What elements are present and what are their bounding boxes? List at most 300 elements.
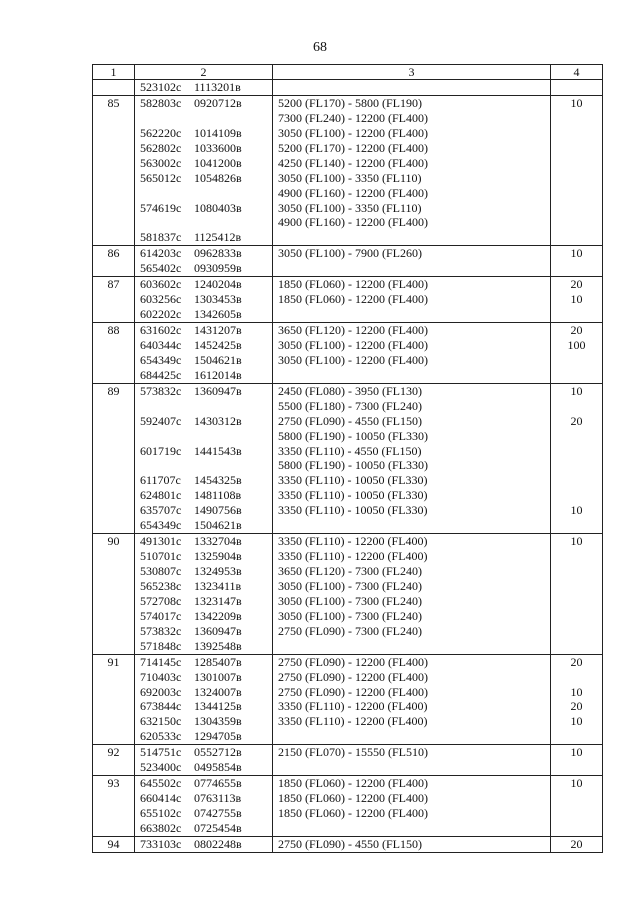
altitude-cell xyxy=(273,836,551,852)
longitude-code: 0725454в xyxy=(194,820,242,835)
latitude-code: 573832c xyxy=(140,623,182,638)
altitude-range: 3050 (FL100) - 3350 (FL110) xyxy=(278,170,422,185)
coordinate-line xyxy=(140,368,272,383)
latitude-code: 491301c xyxy=(140,534,182,549)
altitude-range: 2750 (FL090) - 12200 (FL400) xyxy=(278,669,428,684)
altitude-cell xyxy=(273,246,551,277)
coordinates-cell xyxy=(135,776,273,837)
coordinates-cell xyxy=(135,246,273,277)
altitude-range xyxy=(278,307,550,322)
altitude-range: 7300 (FL240) - 12200 (FL400) xyxy=(278,110,428,125)
coordinates-cell xyxy=(135,534,273,655)
value xyxy=(551,760,602,775)
coordinates-cell xyxy=(135,654,273,745)
table-header-row xyxy=(93,65,603,80)
value xyxy=(551,111,602,126)
row-number: 92 xyxy=(93,745,135,776)
value xyxy=(551,564,602,579)
latitude-code: 655102c xyxy=(140,806,182,820)
longitude-code: 0962833в xyxy=(194,246,242,261)
value: 20 xyxy=(570,323,583,337)
altitude-range xyxy=(278,821,550,836)
row-number: 91 xyxy=(93,654,135,745)
coordinate-line xyxy=(140,594,272,609)
value xyxy=(551,624,602,639)
longitude-code: 0802248в xyxy=(194,836,242,851)
altitude-range: 3350 (FL110) - 12200 (FL400) xyxy=(278,699,428,714)
altitude-range: 3050 (FL100) - 7300 (FL240) xyxy=(278,608,422,623)
longitude-code: 1125412в xyxy=(194,230,242,245)
value-cell xyxy=(551,776,603,837)
row-number: 94 xyxy=(93,836,135,852)
altitude-range: 3050 (FL100) - 7300 (FL240) xyxy=(278,593,422,608)
longitude-code: 1452425в xyxy=(194,337,242,352)
latitude-code: 510701c xyxy=(140,549,182,564)
table-row xyxy=(93,776,603,837)
value-cell xyxy=(551,95,603,245)
altitude-cell xyxy=(273,654,551,745)
altitude-range: 3050 (FL100) - 3350 (FL110) xyxy=(278,200,422,215)
latitude-code: 573832c xyxy=(140,383,182,398)
longitude-code: 1033600в xyxy=(194,140,242,155)
longitude-code: 1441543в xyxy=(194,443,242,458)
latitude-code: 602202c xyxy=(140,307,182,322)
altitude-range xyxy=(278,368,550,383)
value: 10 xyxy=(570,684,583,699)
latitude-code: 673844c xyxy=(140,699,182,714)
longitude-code: 1323411в xyxy=(194,578,242,593)
latitude-code: 692003c xyxy=(140,684,182,699)
coordinate-line xyxy=(140,111,272,126)
altitude-range: 1850 (FL060) - 12200 (FL400) xyxy=(278,277,428,292)
coordinate-line xyxy=(140,534,272,549)
value: 20 xyxy=(570,836,583,851)
longitude-code: 0763113в xyxy=(194,791,242,806)
coordinate-line xyxy=(140,473,272,488)
value: 20 xyxy=(570,413,583,428)
row-number: 85 xyxy=(93,95,135,245)
column-header-1: 1 xyxy=(93,65,135,80)
row-number xyxy=(93,80,135,96)
latitude-code: 565402c xyxy=(140,261,182,276)
coordinate-line xyxy=(140,655,272,670)
coordinate-line xyxy=(140,776,272,791)
longitude-code: 1342209в xyxy=(194,608,242,623)
table-row xyxy=(93,534,603,655)
page-number: 68 xyxy=(313,40,327,55)
longitude-code: 1360947в xyxy=(194,623,242,638)
longitude-code: 1323147в xyxy=(194,593,242,608)
value xyxy=(551,201,602,216)
altitude-range: 3050 (FL100) - 12200 (FL400) xyxy=(278,125,428,140)
table-row xyxy=(93,80,603,96)
longitude-code: 1360947в xyxy=(194,383,242,398)
value: 10 xyxy=(570,745,583,760)
latitude-code: 571848c xyxy=(140,638,182,653)
altitude-range: 3350 (FL110) - 12200 (FL400) xyxy=(278,714,428,729)
altitude-range: 3350 (FL110) - 4550 (FL150) xyxy=(278,443,422,458)
row-number: 88 xyxy=(93,323,135,384)
coordinate-line xyxy=(140,246,272,261)
value-cell xyxy=(551,745,603,776)
longitude-code: 1504621в xyxy=(194,352,242,367)
longitude-code: 1504621в xyxy=(194,518,242,533)
altitude-range: 5200 (FL170) - 5800 (FL190) xyxy=(278,95,422,110)
value: 10 xyxy=(570,776,583,791)
coordinate-line xyxy=(140,429,272,444)
altitude-range: 2150 (FL070) - 15550 (FL510) xyxy=(278,745,428,760)
row-number: 89 xyxy=(93,383,135,533)
coordinates-cell xyxy=(135,277,273,323)
coordinate-line xyxy=(140,414,272,429)
altitude-range: 1850 (FL060) - 12200 (FL400) xyxy=(278,791,428,806)
value xyxy=(551,215,602,230)
altitude-range: 3350 (FL110) - 12200 (FL400) xyxy=(278,549,428,564)
table-row xyxy=(93,277,603,323)
value xyxy=(551,729,602,744)
altitude-cell xyxy=(273,80,551,96)
latitude-code: 565012c xyxy=(140,170,182,185)
coordinate-line xyxy=(140,399,272,414)
value-cell xyxy=(551,80,603,96)
value xyxy=(551,399,602,414)
altitude-range: 2750 (FL090) - 4550 (FL150) xyxy=(278,413,422,428)
column-header-2: 2 xyxy=(135,65,273,80)
value xyxy=(551,141,602,156)
longitude-code: 1325904в xyxy=(194,549,242,564)
coordinate-line xyxy=(140,307,272,322)
altitude-cell xyxy=(273,776,551,837)
longitude-code: 1240204в xyxy=(194,277,242,292)
altitude-range xyxy=(278,639,550,654)
value xyxy=(551,458,602,473)
latitude-code: 572708c xyxy=(140,593,182,608)
coordinates-cell xyxy=(135,383,273,533)
table-row xyxy=(93,654,603,745)
longitude-code: 1430312в xyxy=(194,413,242,428)
altitude-range: 3050 (FL100) - 7300 (FL240) xyxy=(278,578,422,593)
coordinate-line xyxy=(140,579,272,594)
altitude-cell xyxy=(273,745,551,776)
altitude-range: 3350 (FL110) - 10050 (FL330) xyxy=(278,503,428,518)
latitude-code: 663802c xyxy=(140,820,182,835)
coordinate-line xyxy=(140,549,272,564)
longitude-code: 1612014в xyxy=(194,367,242,382)
altitude-cell xyxy=(273,277,551,323)
coordinate-line xyxy=(140,639,272,654)
value xyxy=(551,473,602,488)
latitude-code: 632150c xyxy=(140,714,182,729)
longitude-code: 1113201в xyxy=(194,80,241,94)
latitude-code: 574017c xyxy=(140,608,182,623)
altitude-cell xyxy=(273,534,551,655)
coordinate-line xyxy=(140,323,272,338)
latitude-code: 565238c xyxy=(140,578,182,593)
longitude-code: 1332704в xyxy=(194,534,242,549)
altitude-range: 3050 (FL100) - 12200 (FL400) xyxy=(278,337,428,352)
latitude-code: 620533c xyxy=(140,729,182,744)
value xyxy=(551,444,602,459)
latitude-code: 714145c xyxy=(140,654,182,669)
value-cell xyxy=(551,654,603,745)
coordinate-line xyxy=(140,518,272,533)
altitude-range: 1850 (FL060) - 12200 (FL400) xyxy=(278,776,428,791)
value: 10 xyxy=(570,246,583,261)
coordinate-line xyxy=(140,215,272,230)
value-cell xyxy=(551,323,603,384)
longitude-code: 0495854в xyxy=(194,760,242,775)
latitude-code: 645502c xyxy=(140,776,182,791)
coordinate-line xyxy=(140,714,272,729)
longitude-code: 1080403в xyxy=(194,200,242,215)
value-cell xyxy=(551,534,603,655)
altitude-range: 1850 (FL060) - 12200 (FL400) xyxy=(278,806,428,820)
value-cell xyxy=(551,277,603,323)
column-header-3: 3 xyxy=(273,65,551,80)
altitude-range: 2750 (FL090) - 7300 (FL240) xyxy=(278,623,422,638)
altitude-range: 5800 (FL190) - 10050 (FL330) xyxy=(278,428,428,443)
altitude-range: 1850 (FL060) - 12200 (FL400) xyxy=(278,292,428,307)
latitude-code: 562220c xyxy=(140,125,182,140)
value xyxy=(551,307,602,322)
longitude-code: 0774655в xyxy=(194,776,242,791)
coordinates-cell xyxy=(135,80,273,96)
coordinate-line xyxy=(140,624,272,639)
altitude-range xyxy=(278,729,550,744)
longitude-code: 1294705в xyxy=(194,729,242,744)
coordinates-cell xyxy=(135,745,273,776)
longitude-code: 1481108в xyxy=(194,488,242,503)
coordinate-line xyxy=(140,837,272,852)
table-row xyxy=(93,323,603,384)
value xyxy=(551,579,602,594)
row-number: 93 xyxy=(93,776,135,837)
altitude-range: 3350 (FL110) - 10050 (FL330) xyxy=(278,488,428,503)
row-number: 87 xyxy=(93,277,135,323)
longitude-code: 1301007в xyxy=(194,669,242,684)
longitude-code: 0742755в xyxy=(194,806,242,820)
longitude-code: 1285407в xyxy=(194,654,242,669)
value: 10 xyxy=(570,383,583,398)
latitude-code: 603602c xyxy=(140,277,182,292)
value xyxy=(551,126,602,141)
altitude-range: 5500 (FL180) - 7300 (FL240) xyxy=(278,398,422,413)
coordinate-line xyxy=(140,503,272,518)
coordinate-line xyxy=(140,353,272,368)
latitude-code: 733103c xyxy=(140,836,182,851)
value xyxy=(551,821,602,836)
table-row xyxy=(93,383,603,533)
altitude-range: 5200 (FL170) - 12200 (FL400) xyxy=(278,140,428,155)
value xyxy=(551,230,602,245)
altitude-range: 3050 (FL100) - 7900 (FL260) xyxy=(278,246,422,261)
coordinate-line xyxy=(140,806,272,821)
coordinate-line xyxy=(140,791,272,806)
latitude-code: 654349c xyxy=(140,352,182,367)
coordinates-cell xyxy=(135,836,273,852)
coordinate-line xyxy=(140,261,272,276)
value: 10 xyxy=(570,95,583,110)
row-number: 86 xyxy=(93,246,135,277)
value: 100 xyxy=(567,337,586,352)
latitude-code: 601719c xyxy=(140,443,182,458)
table-row xyxy=(93,246,603,277)
longitude-code: 1342605в xyxy=(194,307,242,322)
value xyxy=(551,488,602,503)
coordinate-line xyxy=(140,699,272,714)
coordinate-line xyxy=(140,338,272,353)
latitude-code: 640344c xyxy=(140,337,182,352)
coordinate-line xyxy=(140,80,272,95)
table-row xyxy=(93,95,603,245)
altitude-range: 3650 (FL120) - 12200 (FL400) xyxy=(278,323,428,337)
latitude-code: 562802c xyxy=(140,140,182,155)
latitude-code: 654349c xyxy=(140,518,182,533)
value: 10 xyxy=(570,714,583,729)
altitude-range xyxy=(278,230,550,245)
latitude-code: 582803c xyxy=(140,95,182,110)
value xyxy=(551,639,602,654)
coordinate-line xyxy=(140,609,272,624)
altitude-cell xyxy=(273,383,551,533)
coordinate-line xyxy=(140,201,272,216)
longitude-code: 1054826в xyxy=(194,170,242,185)
longitude-code: 1344125в xyxy=(194,699,242,714)
latitude-code: 603256c xyxy=(140,292,182,307)
coordinates-cell xyxy=(135,323,273,384)
value: 10 xyxy=(570,534,583,549)
value xyxy=(551,594,602,609)
value xyxy=(551,156,602,171)
coordinate-line xyxy=(140,488,272,503)
coordinate-line xyxy=(140,186,272,201)
longitude-code: 1041200в xyxy=(194,155,242,170)
altitude-range xyxy=(278,760,550,775)
latitude-code: 660414c xyxy=(140,791,182,806)
altitude-range: 3050 (FL100) - 12200 (FL400) xyxy=(278,352,428,367)
coordinate-line xyxy=(140,126,272,141)
coordinate-line xyxy=(140,230,272,245)
altitude-range: 4900 (FL160) - 12200 (FL400) xyxy=(278,185,428,200)
longitude-code: 1303453в xyxy=(194,292,242,307)
table-row xyxy=(93,745,603,776)
coordinate-line xyxy=(140,277,272,292)
coordinate-line xyxy=(140,760,272,775)
value xyxy=(551,261,602,276)
altitude-range xyxy=(278,261,550,276)
latitude-code: 631602c xyxy=(140,323,182,337)
latitude-code: 635707c xyxy=(140,503,182,518)
table-row xyxy=(93,836,603,852)
altitude-cell xyxy=(273,95,551,245)
value xyxy=(551,670,602,685)
altitude-range: 5800 (FL190) - 10050 (FL330) xyxy=(278,458,428,473)
latitude-code: 581837c xyxy=(140,230,182,245)
longitude-code: 1014109в xyxy=(194,125,242,140)
value xyxy=(551,80,602,95)
altitude-range: 4250 (FL140) - 12200 (FL400) xyxy=(278,155,428,170)
value xyxy=(551,429,602,444)
coordinate-line xyxy=(140,292,272,307)
coordinate-line xyxy=(140,564,272,579)
coordinate-line xyxy=(140,384,272,399)
latitude-code: 523102c xyxy=(140,80,182,94)
value: 10 xyxy=(570,292,583,307)
altitude-cell xyxy=(273,323,551,384)
value: 20 xyxy=(570,699,583,714)
coordinate-line xyxy=(140,729,272,744)
altitude-range: 2750 (FL090) - 12200 (FL400) xyxy=(278,684,428,699)
longitude-code: 0552712в xyxy=(194,745,242,760)
value-cell xyxy=(551,383,603,533)
value xyxy=(551,518,602,533)
longitude-code: 0920712в xyxy=(194,95,242,110)
airspace-table xyxy=(92,64,603,853)
altitude-range: 2750 (FL090) - 12200 (FL400) xyxy=(278,654,428,669)
longitude-code: 1324007в xyxy=(194,684,242,699)
coordinate-line xyxy=(140,171,272,186)
value xyxy=(551,353,602,368)
coordinate-line xyxy=(140,444,272,459)
longitude-code: 1392548в xyxy=(194,638,242,653)
coordinate-line xyxy=(140,156,272,171)
latitude-code: 611707c xyxy=(140,473,181,488)
coordinates-cell xyxy=(135,95,273,245)
coordinate-line xyxy=(140,458,272,473)
latitude-code: 523400c xyxy=(140,760,182,775)
altitude-range: 4900 (FL160) - 12200 (FL400) xyxy=(278,215,428,230)
latitude-code: 710403c xyxy=(140,669,182,684)
coordinate-line xyxy=(140,96,272,111)
value-cell xyxy=(551,836,603,852)
value xyxy=(551,549,602,564)
value xyxy=(551,609,602,624)
value: 10 xyxy=(570,503,583,518)
latitude-code: 574619c xyxy=(140,200,182,215)
altitude-range xyxy=(278,80,550,95)
altitude-range: 3650 (FL120) - 7300 (FL240) xyxy=(278,564,422,578)
value: 20 xyxy=(570,277,583,292)
altitude-range: 3350 (FL110) - 12200 (FL400) xyxy=(278,534,428,549)
coordinate-line xyxy=(140,685,272,700)
value: 20 xyxy=(570,654,583,669)
latitude-code: 624801c xyxy=(140,488,182,503)
value xyxy=(551,806,602,821)
altitude-range: 2750 (FL090) - 4550 (FL150) xyxy=(278,836,422,851)
latitude-code: 563002c xyxy=(140,155,182,170)
longitude-code: 1304359в xyxy=(194,714,242,729)
latitude-code: 592407c xyxy=(140,413,182,428)
longitude-code: 1431207в xyxy=(194,323,242,337)
coordinate-line xyxy=(140,670,272,685)
latitude-code: 684425c xyxy=(140,367,182,382)
latitude-code: 514751c xyxy=(140,745,182,760)
coordinate-line xyxy=(140,821,272,836)
column-header-4: 4 xyxy=(551,65,603,80)
longitude-code: 1490756в xyxy=(194,503,242,518)
row-number: 90 xyxy=(93,534,135,655)
altitude-range xyxy=(278,518,550,533)
latitude-code: 530807c xyxy=(140,564,182,578)
latitude-code: 614203c xyxy=(140,246,182,261)
altitude-range: 3350 (FL110) - 10050 (FL330) xyxy=(278,473,428,488)
coordinate-line xyxy=(140,745,272,760)
altitude-range: 2450 (FL080) - 3950 (FL130) xyxy=(278,383,422,398)
value xyxy=(551,171,602,186)
value-cell xyxy=(551,246,603,277)
coordinate-line xyxy=(140,141,272,156)
value xyxy=(551,368,602,383)
